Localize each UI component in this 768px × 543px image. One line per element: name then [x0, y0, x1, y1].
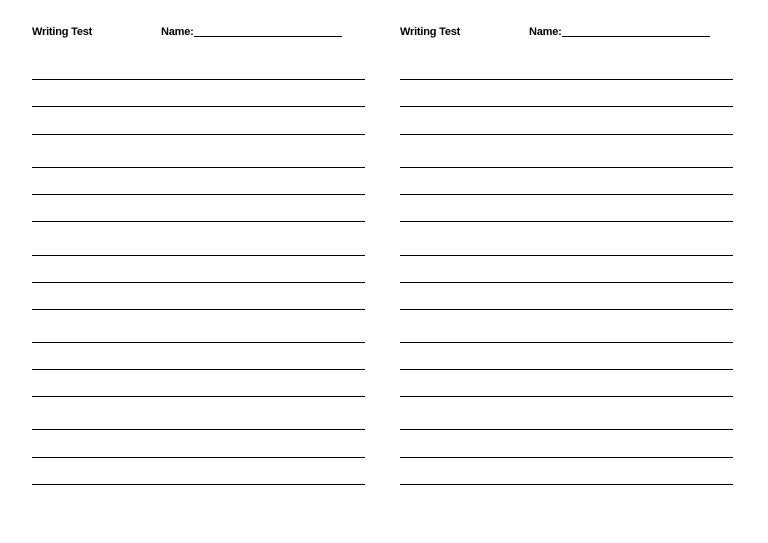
writing-line[interactable]: [32, 255, 365, 256]
writing-line[interactable]: [400, 282, 733, 283]
writing-test-sheet-right: [400, 0, 734, 543]
writing-line[interactable]: [400, 309, 733, 310]
writing-line[interactable]: [32, 282, 365, 283]
writing-line[interactable]: [32, 369, 365, 370]
writing-line[interactable]: [32, 106, 365, 107]
writing-line[interactable]: [400, 221, 733, 222]
writing-line[interactable]: [32, 457, 365, 458]
writing-lines: [400, 0, 734, 543]
writing-line[interactable]: [400, 134, 733, 135]
name-label: Name:: [529, 26, 562, 38]
sheet-title: Writing Test: [32, 26, 93, 38]
writing-line[interactable]: [400, 106, 733, 107]
writing-line[interactable]: [400, 79, 733, 80]
writing-line[interactable]: [400, 194, 733, 195]
sheet-title: Writing Test: [400, 26, 461, 38]
writing-line[interactable]: [400, 457, 733, 458]
writing-line[interactable]: [400, 342, 733, 343]
writing-line[interactable]: [32, 396, 365, 397]
writing-line[interactable]: [400, 429, 733, 430]
writing-line[interactable]: [32, 484, 365, 485]
writing-line[interactable]: [32, 342, 365, 343]
writing-line[interactable]: [32, 309, 365, 310]
writing-line[interactable]: [400, 396, 733, 397]
name-label: Name:: [161, 26, 194, 38]
writing-line[interactable]: [400, 167, 733, 168]
writing-line[interactable]: [32, 194, 365, 195]
writing-line[interactable]: [32, 429, 365, 430]
writing-line[interactable]: [32, 167, 365, 168]
writing-line[interactable]: [400, 484, 733, 485]
writing-line[interactable]: [32, 134, 365, 135]
writing-line[interactable]: [400, 369, 733, 370]
writing-lines: [32, 0, 366, 543]
writing-line[interactable]: [32, 79, 365, 80]
writing-line[interactable]: [32, 221, 365, 222]
writing-line[interactable]: [400, 255, 733, 256]
writing-test-sheet-left: [32, 0, 366, 543]
